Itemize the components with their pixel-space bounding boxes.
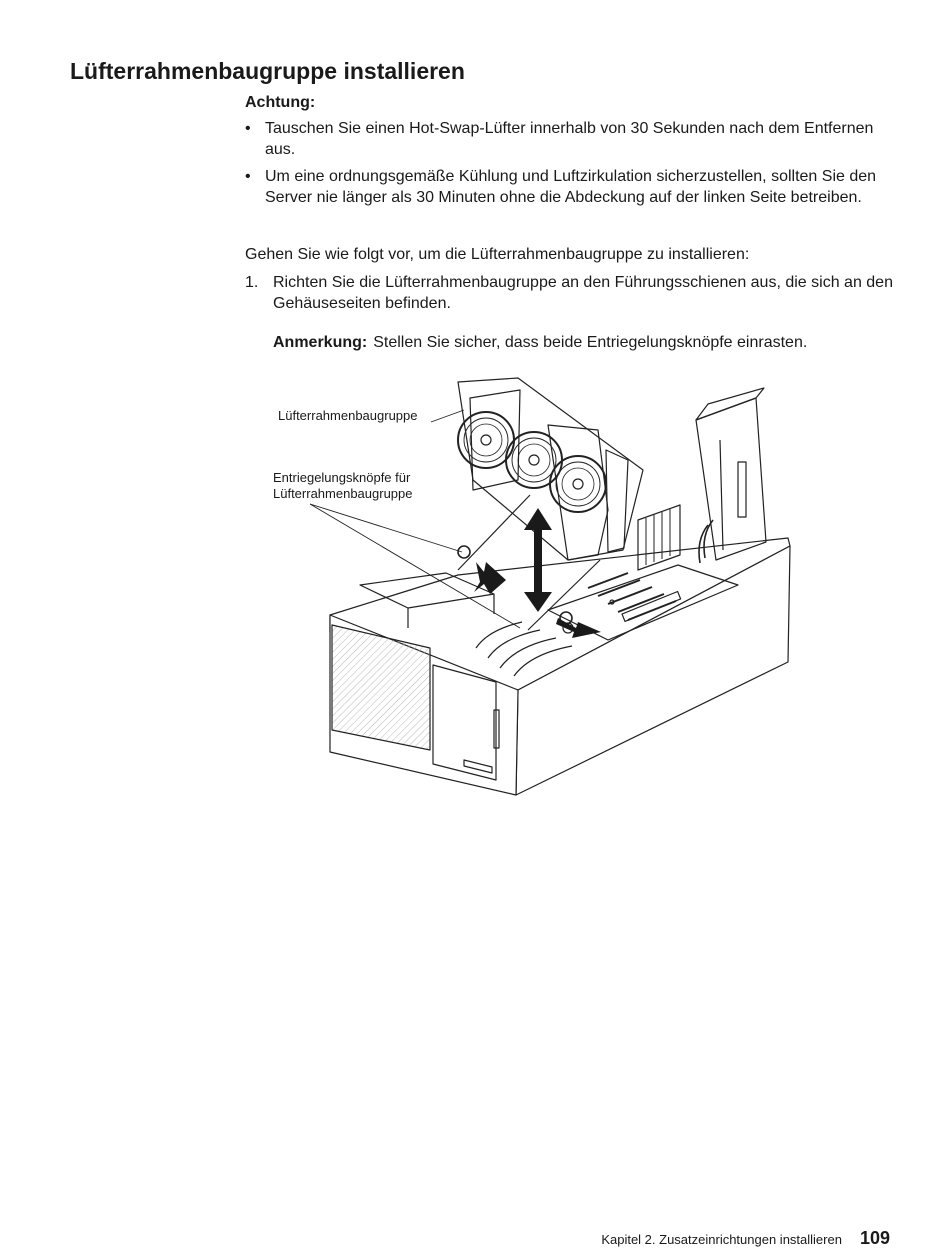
server-illustration [268,370,808,810]
caution-label: Achtung: [245,94,316,111]
bullet-icon: • [245,168,251,185]
bullet-icon: • [245,120,251,137]
note-text: Stellen Sie sicher, dass beide Entriegelungsknöpfe einrasten. [373,334,808,351]
intro-text: Gehen Sie wie folgt vor, um die Lüfterrahmenbaugruppe zu installieren: [245,246,750,263]
step-item [245,272,895,314]
note [273,334,807,352]
caution-text: Tauschen Sie einen Hot-Swap-Lüfter innerhalb von 30 Sekunden nach dem Entfernen aus. [265,120,874,158]
page-footer [601,1228,890,1249]
step-list [245,272,895,314]
fan-assembly-callout: Lüfterrahmenbaugruppe [278,408,418,423]
caution-text: Um eine ordnungsgemäße Kühlung und Luftzirkulation sicherzustellen, sollten Sie den Server nie länger als 30 Minuten ohne die Abdeckung auf der linken Seite betreiben. [265,168,877,206]
page-number: 109 [859,1228,890,1248]
step-text: Richten Sie die Lüfterrahmenbaugruppe an den Führungsschienen aus, die sich an den Gehäuseseiten befinden. [273,274,893,312]
release-buttons-callout-line2: Lüfterrahmenbaugruppe [273,486,413,501]
chapter-title: Kapitel 2. Zusatzeinrichtungen installieren [601,1232,842,1247]
list-item [245,166,895,208]
page-title: Lüfterrahmenbaugruppe installieren [70,58,465,84]
step-number: 1. [245,274,259,291]
note-label: Anmerkung: [273,334,368,351]
server-chassis-drawing [268,370,808,810]
caution-list [245,118,895,214]
release-buttons-callout-line1: Entriegelungsknöpfe für [273,470,411,485]
list-item [245,118,895,160]
